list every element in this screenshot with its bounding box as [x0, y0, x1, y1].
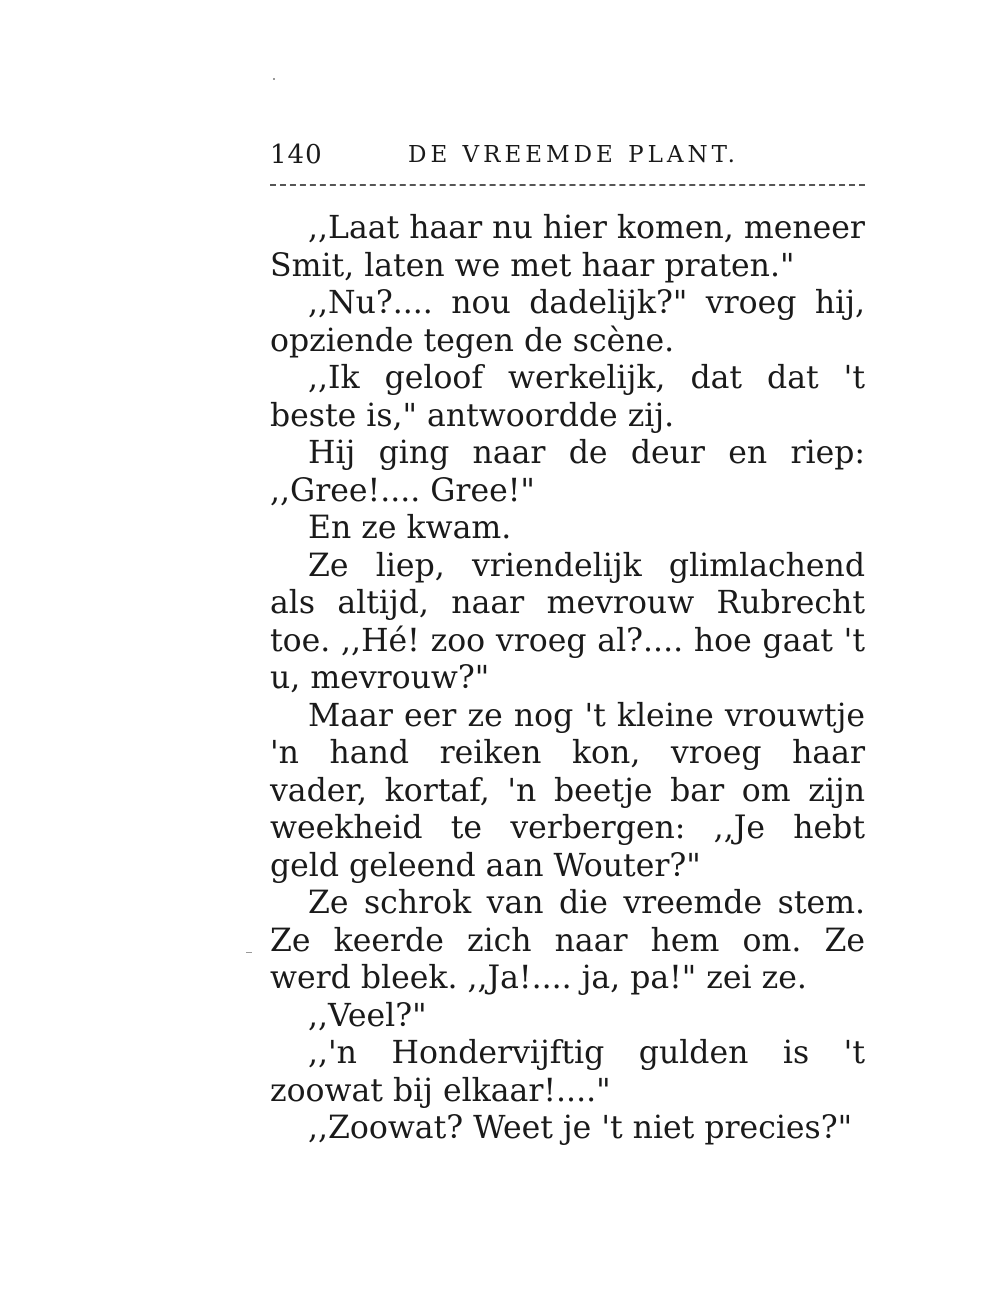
margin-mark-left [246, 952, 252, 953]
paragraph: Hij ging naar de deur en riep: ,,Gree!.... Gree!" [270, 435, 865, 509]
paragraph: En ze kwam. [308, 510, 512, 546]
paragraph: ,,Nu?.... nou dadelijk?" vroeg hij, opziende tegen de scène. [270, 285, 865, 359]
paragraph: ,,Zoowat? Weet je 't niet precies?" [308, 1110, 853, 1146]
margin-mark-top [273, 78, 275, 80]
running-title: DE VREEMDE PLANT. [408, 142, 739, 168]
paragraph: ,,Ik geloof werkelijk, dat dat 't beste is," antwoordde zij. [270, 360, 865, 434]
header-rule [270, 184, 865, 186]
page-body [270, 210, 865, 1148]
page-number: 140 [270, 140, 323, 170]
page-header [270, 140, 865, 180]
paragraph: ,,Veel?" [308, 997, 427, 1034]
paragraph: Maar eer ze nog 't kleine vrouwtje 'n hand reiken kon, vroeg haar vader, kortaf, 'n beetje bar om zijn weekheid te verbergen: ,,Je hebt geld geleend aan Wouter?" [270, 697, 865, 884]
paragraph: Ze liep, vriendelijk glimlachend als altijd, naar mevrouw Rubrecht toe. ,,Hé! zoo vroeg al?.... hoe gaat 't u, mevrouw?" [270, 547, 865, 696]
paragraph: Ze schrok van die vreemde stem. Ze keerde zich naar hem om. Ze werd bleek. ,,Ja!.... ja, pa!" zei ze. [270, 885, 865, 996]
paragraph: ,,Laat haar nu hier komen, meneer Smit, laten we met haar praten." [270, 210, 865, 284]
paragraph: ,,'n Hondervijftig gulden is 't zoowat bij elkaar!...." [270, 1035, 865, 1109]
